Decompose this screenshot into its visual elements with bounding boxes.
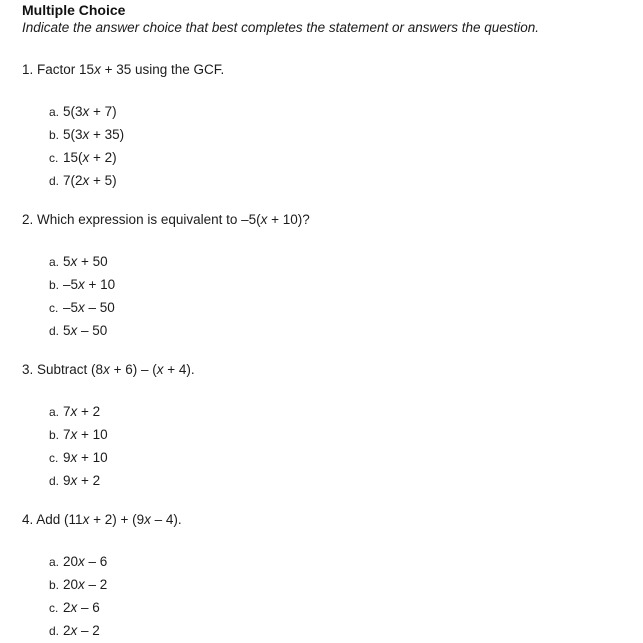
choice-expression: –5x + 10 [63, 277, 116, 292]
math-variable: x [82, 512, 90, 527]
choice-letter: d. [49, 474, 60, 488]
choice-list [22, 550, 623, 642]
choice-expression: 2x – 2 [63, 623, 100, 638]
answer-choice[interactable] [22, 550, 623, 573]
question-prompt: 4. Add (11x + 2) + (9x – 4). [22, 512, 182, 527]
choice-letter: d. [49, 174, 60, 188]
choice-list [22, 250, 623, 342]
choice-letter: c. [49, 151, 59, 165]
answer-choice[interactable] [22, 596, 623, 619]
answer-choice[interactable] [22, 100, 623, 123]
answer-choice[interactable] [22, 169, 623, 192]
math-variable: x [70, 404, 78, 419]
choice-list [22, 100, 623, 192]
choice-expression: 5(3x + 35) [63, 127, 125, 142]
answer-choice[interactable] [22, 296, 623, 319]
answer-choice[interactable] [22, 446, 623, 469]
math-variable: x [82, 150, 90, 165]
choice-expression: 20x – 2 [63, 577, 108, 592]
question-prompt: 2. Which expression is equivalent to –5(x + 10)? [22, 212, 310, 227]
worksheet-header [22, 2, 623, 36]
section-title: Multiple Choice [22, 2, 126, 18]
math-variable: x [78, 554, 85, 569]
math-variable: x [82, 104, 90, 119]
question-1 [22, 61, 623, 192]
choice-letter: b. [49, 128, 60, 142]
math-variable: x [70, 323, 78, 338]
math-variable: x [103, 362, 110, 377]
math-variable: x [70, 254, 78, 269]
choice-expression: 5x – 50 [63, 323, 108, 338]
math-variable: x [260, 212, 268, 227]
question-list [22, 61, 623, 642]
math-variable: x [70, 623, 78, 638]
choice-expression: 5x + 50 [63, 254, 108, 269]
question-prompt: 1. Factor 15x + 35 using the GCF. [22, 62, 225, 77]
math-variable: x [156, 362, 164, 377]
answer-choice[interactable] [22, 146, 623, 169]
math-variable: x [78, 300, 85, 315]
question-4 [22, 511, 623, 642]
math-variable: x [70, 450, 78, 465]
choice-letter: d. [49, 624, 60, 638]
math-variable: x [70, 473, 78, 488]
choice-letter: c. [49, 451, 59, 465]
question-prompt: 3. Subtract (8x + 6) – (x + 4). [22, 362, 195, 377]
choice-letter: c. [49, 301, 59, 315]
choice-letter: b. [49, 428, 60, 442]
choice-letter: b. [49, 578, 60, 592]
answer-choice[interactable] [22, 469, 623, 492]
choice-expression: 7x + 2 [63, 404, 101, 419]
question-number: 2. [22, 212, 34, 227]
answer-choice[interactable] [22, 273, 623, 296]
answer-choice[interactable] [22, 619, 623, 642]
choice-expression: 2x – 6 [63, 600, 100, 615]
choice-expression: 7x + 10 [63, 427, 108, 442]
math-variable: x [82, 127, 90, 142]
choice-letter: a. [49, 255, 60, 269]
choice-expression: 7(2x + 5) [63, 173, 117, 188]
choice-letter: a. [49, 555, 60, 569]
math-variable: x [70, 427, 78, 442]
choice-letter: d. [49, 324, 60, 338]
math-variable: x [78, 577, 85, 592]
choice-letter: a. [49, 105, 60, 119]
math-variable: x [70, 600, 78, 615]
math-variable: x [82, 173, 90, 188]
answer-choice[interactable] [22, 319, 623, 342]
choice-expression: 20x – 6 [63, 554, 108, 569]
choice-expression: –5x – 50 [63, 300, 115, 315]
question-number: 4. [22, 512, 34, 527]
question-3 [22, 361, 623, 492]
answer-choice[interactable] [22, 250, 623, 273]
math-variable: x [94, 62, 101, 77]
instructions-text: Indicate the answer choice that best completes the statement or answers the question. [22, 20, 540, 35]
answer-choice[interactable] [22, 423, 623, 446]
choice-expression: 9x + 2 [63, 473, 101, 488]
answer-choice[interactable] [22, 123, 623, 146]
math-variable: x [78, 277, 85, 292]
answer-choice[interactable] [22, 400, 623, 423]
choice-letter: c. [49, 601, 59, 615]
math-variable: x [144, 512, 151, 527]
choice-letter: a. [49, 405, 60, 419]
choice-list [22, 400, 623, 492]
choice-expression: 15(x + 2) [63, 150, 117, 165]
question-2 [22, 211, 623, 342]
choice-letter: b. [49, 278, 60, 292]
answer-choice[interactable] [22, 573, 623, 596]
question-number: 1. [22, 62, 34, 77]
choice-expression: 9x + 10 [63, 450, 108, 465]
question-number: 3. [22, 362, 34, 377]
choice-expression: 5(3x + 7) [63, 104, 117, 119]
